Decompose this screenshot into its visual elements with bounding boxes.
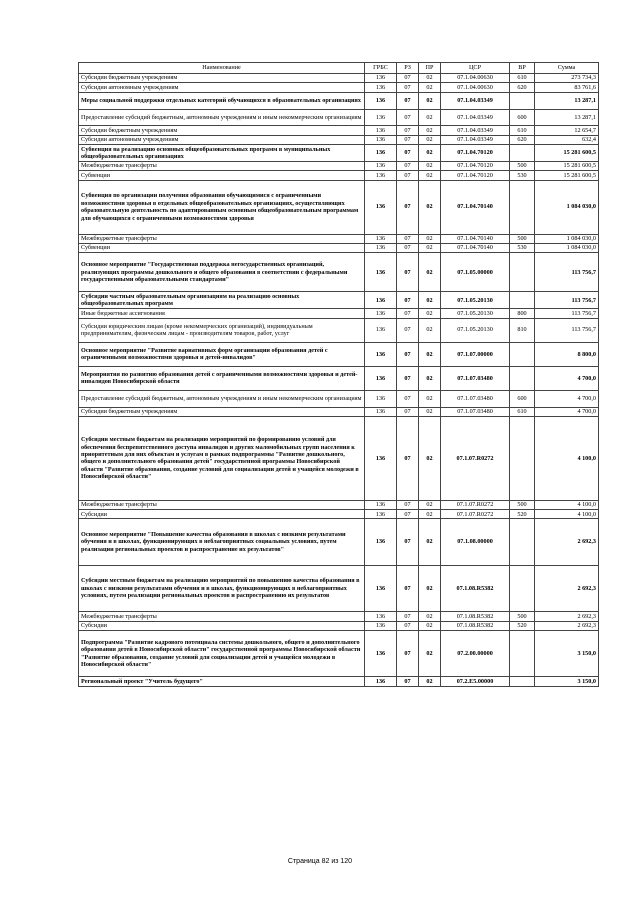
cell-grbs: 136 (365, 126, 397, 135)
cell-vr: 520 (510, 510, 535, 519)
cell-name: Субсидии местным бюджетам на реализацию мероприятий по формированию условий для обеспечения беспрепятственного доступа инвалидов и других маломобильных групп населения к приоритетным для них объектам и услугам в рамках подпрограммы "Развитие дошкольного, общего и дополнительного образования детей" государственной программы Новосибирской области "Развитие образования, создание условий для социализации детей и учащейся молодежи в Новосибирской области" (79, 417, 365, 500)
cell-name: Меры социальной поддержки отдельных категорий обучающихся в образовательных организациях (79, 92, 365, 109)
cell-rz: 07 (397, 180, 419, 234)
cell-sum: 13 287,1 (535, 109, 599, 126)
cell-rz: 07 (397, 510, 419, 519)
table-body (79, 74, 599, 687)
cell-name: Субвенция по организации получения образования обучающимися с ограниченными возможностями здоровья в отдельных общеобразовательных организациях, осуществляющих образовательную деятельность по адаптированным основным общеобразовательным программам для обучающихся с ограниченными возможностями здоровья (79, 180, 365, 234)
cell-sum: 113 756,7 (535, 253, 599, 292)
cell-sum: 3 150,0 (535, 630, 599, 676)
table-row (79, 83, 599, 92)
cell-pr: 02 (419, 366, 441, 390)
cell-rz: 07 (397, 74, 419, 83)
cell-pr: 02 (419, 126, 441, 135)
cell-csr: 07.1.08.R5382 (441, 612, 510, 621)
cell-sum: 4 700,0 (535, 407, 599, 416)
cell-grbs: 136 (365, 83, 397, 92)
cell-sum: 13 287,1 (535, 92, 599, 109)
table-row (79, 234, 599, 243)
cell-vr: 800 (510, 309, 535, 318)
cell-rz: 07 (397, 342, 419, 366)
cell-rz: 07 (397, 366, 419, 390)
cell-grbs: 136 (365, 234, 397, 243)
cell-name: Субсидии автономным учреждениям (79, 83, 365, 92)
cell-vr: 500 (510, 500, 535, 509)
cell-rz: 07 (397, 171, 419, 180)
cell-vr: 500 (510, 161, 535, 170)
cell-rz: 07 (397, 243, 419, 252)
cell-pr: 02 (419, 500, 441, 509)
cell-vr: 610 (510, 126, 535, 135)
cell-pr: 02 (419, 391, 441, 408)
cell-rz: 07 (397, 292, 419, 309)
cell-csr: 07.1.04.00630 (441, 83, 510, 92)
cell-grbs: 136 (365, 417, 397, 500)
cell-pr: 02 (419, 417, 441, 500)
cell-name: Иные бюджетные ассигнования (79, 309, 365, 318)
cell-csr: 07.1.07.R0272 (441, 500, 510, 509)
cell-vr (510, 145, 535, 162)
table-row (79, 318, 599, 342)
cell-csr: 07.1.04.70140 (441, 243, 510, 252)
table-row (79, 109, 599, 126)
cell-pr: 02 (419, 92, 441, 109)
cell-csr: 07.1.04.03349 (441, 135, 510, 144)
cell-name: Субсидии автономным учреждениям (79, 135, 365, 144)
cell-sum: 4 700,0 (535, 391, 599, 408)
table-row (79, 630, 599, 676)
cell-rz: 07 (397, 318, 419, 342)
cell-csr: 07.1.05.00000 (441, 253, 510, 292)
table-row (79, 171, 599, 180)
cell-grbs: 136 (365, 161, 397, 170)
cell-grbs: 136 (365, 510, 397, 519)
cell-vr (510, 180, 535, 234)
budget-table (78, 62, 599, 687)
cell-csr: 07.1.07.03480 (441, 366, 510, 390)
cell-vr (510, 292, 535, 309)
cell-sum: 2 692,3 (535, 519, 599, 565)
cell-name: Межбюджетные трансферты (79, 234, 365, 243)
cell-pr: 02 (419, 74, 441, 83)
cell-vr (510, 519, 535, 565)
cell-pr: 02 (419, 135, 441, 144)
cell-pr: 02 (419, 612, 441, 621)
cell-name: Региональный проект "Учитель будущего" (79, 677, 365, 686)
cell-rz: 07 (397, 612, 419, 621)
cell-csr: 07.1.07.00000 (441, 342, 510, 366)
cell-rz: 07 (397, 135, 419, 144)
cell-name: Подпрограмма "Развитие кадрового потенциала системы дошкольного, общего и дополнительного образования детей в Новосибирской области" государственной программы Новосибирской области "Развитие образования, создание условий для социализации детей и учащейся молодежи в Новосибирской области" (79, 630, 365, 676)
cell-name: Основное мероприятие "Развитие вариативных форм организации образования детей с ограниченными возможностями здоровья и детей-инвалидов" (79, 342, 365, 366)
cell-csr: 07.1.05.20130 (441, 318, 510, 342)
cell-rz: 07 (397, 565, 419, 611)
cell-grbs: 136 (365, 292, 397, 309)
cell-csr: 07.1.05.20130 (441, 309, 510, 318)
cell-pr: 02 (419, 407, 441, 416)
cell-vr: 620 (510, 83, 535, 92)
cell-name: Межбюджетные трансферты (79, 500, 365, 509)
table-row (79, 74, 599, 83)
page-number: Страница 82 из 120 (287, 858, 353, 865)
cell-grbs: 136 (365, 180, 397, 234)
cell-name: Субвенция на реализацию основных общеобразовательных программ в муниципальных общеобразовательных организациях (79, 145, 365, 162)
table-row (79, 243, 599, 252)
cell-csr: 07.1.07.03480 (441, 391, 510, 408)
cell-vr (510, 366, 535, 390)
cell-csr: 07.1.04.70120 (441, 145, 510, 162)
document-page (78, 62, 598, 687)
cell-sum: 15 281 600,5 (535, 145, 599, 162)
cell-rz: 07 (397, 500, 419, 509)
cell-vr (510, 565, 535, 611)
cell-sum: 3 150,0 (535, 677, 599, 686)
cell-name: Субсидии частным образовательным организациям на реализацию основных общеобразовательных программ (79, 292, 365, 309)
col-header-pr: ПР (419, 63, 441, 74)
table-row (79, 612, 599, 621)
cell-csr: 07.1.07.R0272 (441, 510, 510, 519)
cell-vr: 530 (510, 243, 535, 252)
table-row (79, 126, 599, 135)
table-row (79, 677, 599, 686)
cell-vr: 600 (510, 391, 535, 408)
cell-sum: 83 761,6 (535, 83, 599, 92)
cell-sum: 2 692,3 (535, 621, 599, 630)
cell-vr: 610 (510, 74, 535, 83)
cell-grbs: 136 (365, 109, 397, 126)
table-header-row (79, 63, 599, 74)
cell-vr: 500 (510, 234, 535, 243)
col-header-grbs: ГРБС (365, 63, 397, 74)
cell-rz: 07 (397, 309, 419, 318)
cell-name: Основное мероприятие "Государственная поддержка негосударственных организаций, реализующих программы дошкольного и общего образования в соответствии с федеральными государственными образовательными стандартами" (79, 253, 365, 292)
table-row (79, 135, 599, 144)
cell-csr: 07.2.00.00000 (441, 630, 510, 676)
col-header-rz: РЗ (397, 63, 419, 74)
cell-rz: 07 (397, 83, 419, 92)
cell-vr: 530 (510, 171, 535, 180)
cell-grbs: 136 (365, 519, 397, 565)
cell-grbs: 136 (365, 74, 397, 83)
cell-grbs: 136 (365, 309, 397, 318)
cell-pr: 02 (419, 234, 441, 243)
cell-vr (510, 630, 535, 676)
cell-vr (510, 92, 535, 109)
table-row (79, 161, 599, 170)
cell-sum: 113 756,7 (535, 318, 599, 342)
cell-grbs: 136 (365, 92, 397, 109)
cell-grbs: 136 (365, 145, 397, 162)
cell-vr (510, 342, 535, 366)
cell-grbs: 136 (365, 318, 397, 342)
cell-pr: 02 (419, 243, 441, 252)
cell-name: Субвенции (79, 171, 365, 180)
table-row (79, 391, 599, 408)
table-row (79, 621, 599, 630)
cell-csr: 07.2.E5.00000 (441, 677, 510, 686)
cell-sum: 1 084 030,0 (535, 243, 599, 252)
cell-name: Основное мероприятие "Повышение качества образования в школах с низкими результатами обучения и в школах, функционирующих в неблагоприятных социальных условиях, путем реализации региональных проектов и распространение их результатов" (79, 519, 365, 565)
cell-rz: 07 (397, 391, 419, 408)
cell-vr (510, 417, 535, 500)
cell-name: Субсидии бюджетным учреждениям (79, 74, 365, 83)
cell-sum: 4 100,0 (535, 417, 599, 500)
cell-pr: 02 (419, 253, 441, 292)
cell-vr: 600 (510, 109, 535, 126)
cell-pr: 02 (419, 292, 441, 309)
cell-grbs: 136 (365, 171, 397, 180)
cell-grbs: 136 (365, 366, 397, 390)
cell-pr: 02 (419, 109, 441, 126)
cell-csr: 07.1.07.R0272 (441, 417, 510, 500)
cell-name: Субсидии (79, 510, 365, 519)
cell-grbs: 136 (365, 612, 397, 621)
cell-grbs: 136 (365, 565, 397, 611)
cell-grbs: 136 (365, 135, 397, 144)
cell-vr (510, 253, 535, 292)
cell-csr: 07.1.04.03349 (441, 109, 510, 126)
cell-grbs: 136 (365, 630, 397, 676)
cell-pr: 02 (419, 510, 441, 519)
cell-sum: 2 692,3 (535, 612, 599, 621)
table-row (79, 292, 599, 309)
col-header-csr: ЦСР (441, 63, 510, 74)
cell-pr: 02 (419, 171, 441, 180)
cell-name: Субсидии бюджетным учреждениям (79, 126, 365, 135)
cell-name: Субсидии юридическим лицам (кроме некоммерческих организаций), индивидуальным предпринимателям, физическим лицам - производителям товаров, работ, услуг (79, 318, 365, 342)
cell-csr: 07.1.07.03480 (441, 407, 510, 416)
cell-grbs: 136 (365, 391, 397, 408)
cell-csr: 07.1.04.00630 (441, 74, 510, 83)
table-row (79, 253, 599, 292)
cell-vr: 810 (510, 318, 535, 342)
col-header-name: Наименование (79, 63, 365, 74)
cell-vr: 610 (510, 407, 535, 416)
cell-csr: 07.1.04.70140 (441, 180, 510, 234)
cell-sum: 4 700,0 (535, 366, 599, 390)
cell-vr (510, 677, 535, 686)
cell-grbs: 136 (365, 621, 397, 630)
cell-name: Предоставление субсидий бюджетным, автономным учреждениям и иным некоммерческим организациям (79, 391, 365, 408)
cell-grbs: 136 (365, 407, 397, 416)
table-row (79, 407, 599, 416)
cell-sum: 1 084 030,0 (535, 234, 599, 243)
cell-sum: 15 281 600,5 (535, 171, 599, 180)
cell-sum: 632,4 (535, 135, 599, 144)
table-row (79, 510, 599, 519)
cell-pr: 02 (419, 621, 441, 630)
cell-rz: 07 (397, 677, 419, 686)
cell-pr: 02 (419, 519, 441, 565)
cell-rz: 07 (397, 161, 419, 170)
cell-sum: 4 100,0 (535, 500, 599, 509)
cell-name: Предоставление субсидий бюджетным, автономным учреждениям и иным некоммерческим организациям (79, 109, 365, 126)
cell-vr: 520 (510, 621, 535, 630)
cell-pr: 02 (419, 318, 441, 342)
col-header-sum: Сумма (535, 63, 599, 74)
cell-pr: 02 (419, 309, 441, 318)
cell-rz: 07 (397, 519, 419, 565)
table-row (79, 309, 599, 318)
cell-csr: 07.1.04.70120 (441, 161, 510, 170)
table-row (79, 342, 599, 366)
cell-pr: 02 (419, 677, 441, 686)
cell-name: Субсидии бюджетным учреждениям (79, 407, 365, 416)
cell-pr: 02 (419, 565, 441, 611)
cell-rz: 07 (397, 145, 419, 162)
cell-sum: 12 654,7 (535, 126, 599, 135)
cell-csr: 07.1.08.R5382 (441, 621, 510, 630)
col-header-vr: ВР (510, 63, 535, 74)
cell-rz: 07 (397, 92, 419, 109)
table-row (79, 180, 599, 234)
cell-csr: 07.1.08.00000 (441, 519, 510, 565)
table-row (79, 417, 599, 500)
cell-pr: 02 (419, 180, 441, 234)
cell-csr: 07.1.04.03349 (441, 92, 510, 109)
cell-rz: 07 (397, 109, 419, 126)
cell-rz: 07 (397, 407, 419, 416)
table-row (79, 565, 599, 611)
cell-pr: 02 (419, 161, 441, 170)
cell-grbs: 136 (365, 342, 397, 366)
table-row (79, 92, 599, 109)
cell-sum: 113 756,7 (535, 309, 599, 318)
table-row (79, 519, 599, 565)
cell-sum: 2 692,3 (535, 565, 599, 611)
cell-rz: 07 (397, 234, 419, 243)
cell-name: Межбюджетные трансферты (79, 612, 365, 621)
cell-rz: 07 (397, 630, 419, 676)
cell-sum: 1 084 030,0 (535, 180, 599, 234)
cell-name: Субсидии (79, 621, 365, 630)
cell-csr: 07.1.04.70120 (441, 171, 510, 180)
cell-name: Субсидии местным бюджетам на реализацию мероприятий по повышению качества образования в школах с низкими результатами обучения и в школах, функционирующих в неблагоприятных условиях, путем реализации региональных проектов и распространению их результатов (79, 565, 365, 611)
cell-grbs: 136 (365, 253, 397, 292)
cell-rz: 07 (397, 417, 419, 500)
cell-csr: 07.1.05.20130 (441, 292, 510, 309)
cell-vr: 500 (510, 612, 535, 621)
table-row (79, 366, 599, 390)
cell-sum: 8 800,0 (535, 342, 599, 366)
cell-rz: 07 (397, 253, 419, 292)
cell-name: Межбюджетные трансферты (79, 161, 365, 170)
cell-sum: 15 281 600,5 (535, 161, 599, 170)
cell-csr: 07.1.04.03349 (441, 126, 510, 135)
cell-sum: 273 734,3 (535, 74, 599, 83)
cell-pr: 02 (419, 145, 441, 162)
cell-sum: 4 100,0 (535, 510, 599, 519)
cell-vr: 620 (510, 135, 535, 144)
cell-rz: 07 (397, 126, 419, 135)
cell-name: Мероприятия по развитию образования детей с ограниченными возможностями здоровья и детей-инвалидов Новосибирской области (79, 366, 365, 390)
cell-pr: 02 (419, 83, 441, 92)
cell-name: Субвенции (79, 243, 365, 252)
cell-csr: 07.1.08.R5382 (441, 565, 510, 611)
cell-pr: 02 (419, 342, 441, 366)
table-row (79, 145, 599, 162)
cell-sum: 113 756,7 (535, 292, 599, 309)
cell-grbs: 136 (365, 500, 397, 509)
cell-pr: 02 (419, 630, 441, 676)
cell-grbs: 136 (365, 677, 397, 686)
table-row (79, 500, 599, 509)
cell-rz: 07 (397, 621, 419, 630)
cell-grbs: 136 (365, 243, 397, 252)
cell-csr: 07.1.04.70140 (441, 234, 510, 243)
